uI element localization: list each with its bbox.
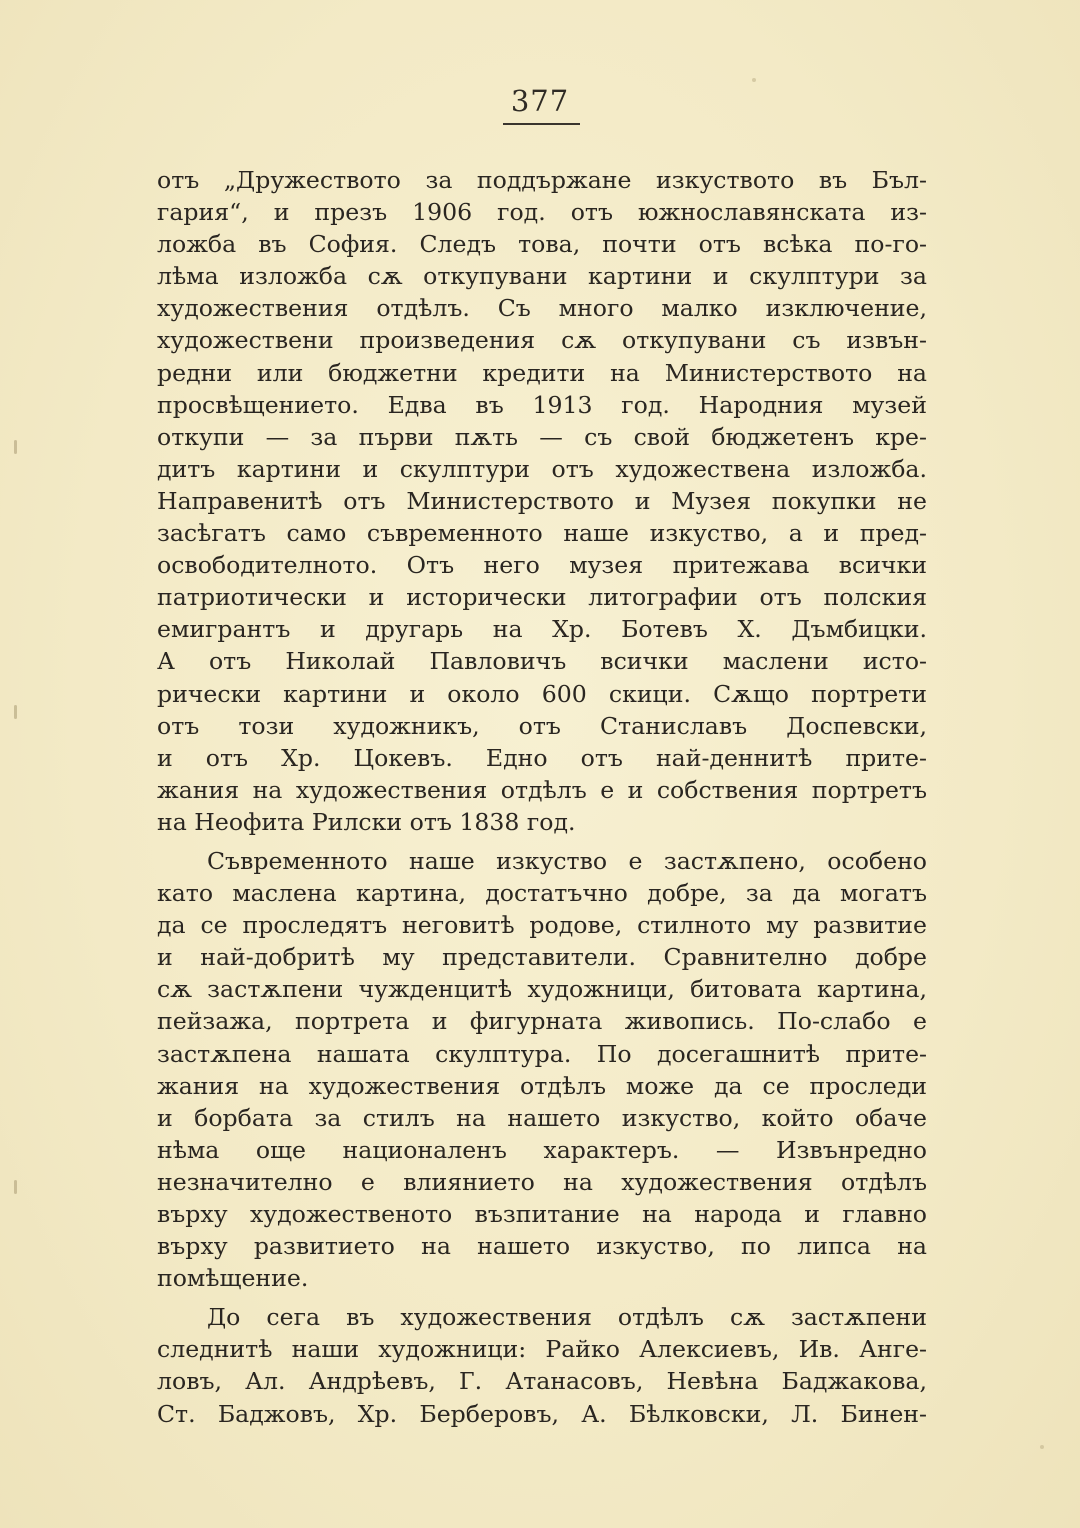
paper-speck [1040,1445,1044,1449]
text-line: отъ „Дружеството за поддържане изкуството въ Бъл- [157,166,927,194]
text-line: лѣма изложба сѫ откупувани картини и скулптури за [157,262,927,291]
text-line: просвѣщението. Едва въ 1913 год. Народния музей [157,390,927,419]
text-line: емигрантъ и другарь на Хр. Ботевъ Х. Дъмбицки. [157,615,927,644]
paragraph-2 [157,845,927,1294]
text-line: и отъ Хр. Цокевъ. Едно отъ най-деннитѣ прите- [157,743,927,772]
text-line: незначително е влиянието на художествения отдѣлъ [157,1167,927,1196]
text-line: освободителното. Отъ него музея притежава всички [157,551,927,580]
text-line: пейзажа, портрета и фигурната живопись. По-слабо е [157,1007,927,1036]
text-line: ложба въ София. Следъ това, почти отъ всѣка по-го- [157,230,927,259]
text-line: художествени произведения сѫ откупувани съ извън- [157,326,927,355]
text-line: художествения отдѣлъ. Съ много малко изключение, [157,294,927,323]
text-line: застѫпена нашата скулптура. По досегашнитѣ прите- [157,1039,927,1068]
text-line: рически картини и около 600 скици. Сѫщо портрети [157,679,927,708]
text-line: да се проследятъ неговитѣ родове, стилното му развитие [157,911,927,940]
text-line: дитъ картини и скулптури отъ художествена изложба. [157,454,927,483]
text-line: нѣма още националенъ характеръ. — Извънредно [157,1135,927,1164]
page-number-rule [503,123,580,125]
text-line: гария“, и презъ 1906 год. отъ южнославянската из- [157,198,927,227]
paper-speck [752,78,756,82]
text-line: следнитѣ наши художници: Райко Алексиевъ, Ив. Анге- [157,1335,927,1364]
text-line: патриотически и исторически литографии отъ полския [157,583,927,612]
body-text [157,164,927,1430]
text-line: върху художественото възпитание на народа и главно [157,1200,927,1228]
text-line: ловъ, Ал. Андрѣевъ, Г. Атанасовъ, Невѣна Баджакова, [157,1367,927,1396]
text-line: сѫ застѫпени чужденцитѣ художници, битовата картина, [157,975,927,1004]
text-line: Направенитѣ отъ Министерството и Музея покупки не [157,486,927,515]
margin-mark [14,1180,17,1194]
text-line: Съвременното наше изкуство е застѫпено, особено [207,846,927,875]
paragraph-1 [157,164,927,838]
text-line: и най-добритѣ му представители. Сравнително добре [157,943,927,972]
text-line: и борбата за стилъ на нашето изкуство, който обаче [157,1103,927,1132]
text-line: До сега въ художествения отдѣлъ сѫ застѫпени [207,1303,927,1332]
text-line: А отъ Николай Павловичъ всички маслени исто- [157,647,927,676]
text-line: Ст. Баджовъ, Хр. Берберовъ, А. Бѣлковски, Л. Бинен- [157,1399,927,1428]
text-line: откупи — за първи пѫть — съ свой бюджетенъ кре- [157,422,927,451]
text-line: засѣгатъ само съвременното наше изкуство, а и пред- [157,519,927,548]
text-line: върху развитието на нашето изкуство, по липса на [157,1232,927,1261]
text-line: на Неофита Рилски отъ 1838 год. [157,807,576,836]
paragraph-3 [157,1301,927,1429]
margin-mark [14,440,17,454]
text-line: жания на художествения отдѣлъ може да се проследи [157,1071,927,1100]
text-line: помѣщение. [157,1264,309,1293]
text-line: жания на художествения отдѣлъ е и собствения портретъ [157,775,927,804]
page-number: 377 [510,84,570,118]
text-line: отъ този художникъ, отъ Станиславъ Доспевски, [157,711,927,740]
text-line: като маслена картина, достатъчно добре, за да могатъ [157,879,927,908]
text-line: редни или бюджетни кредити на Министерството на [157,358,927,387]
margin-mark [14,705,17,719]
